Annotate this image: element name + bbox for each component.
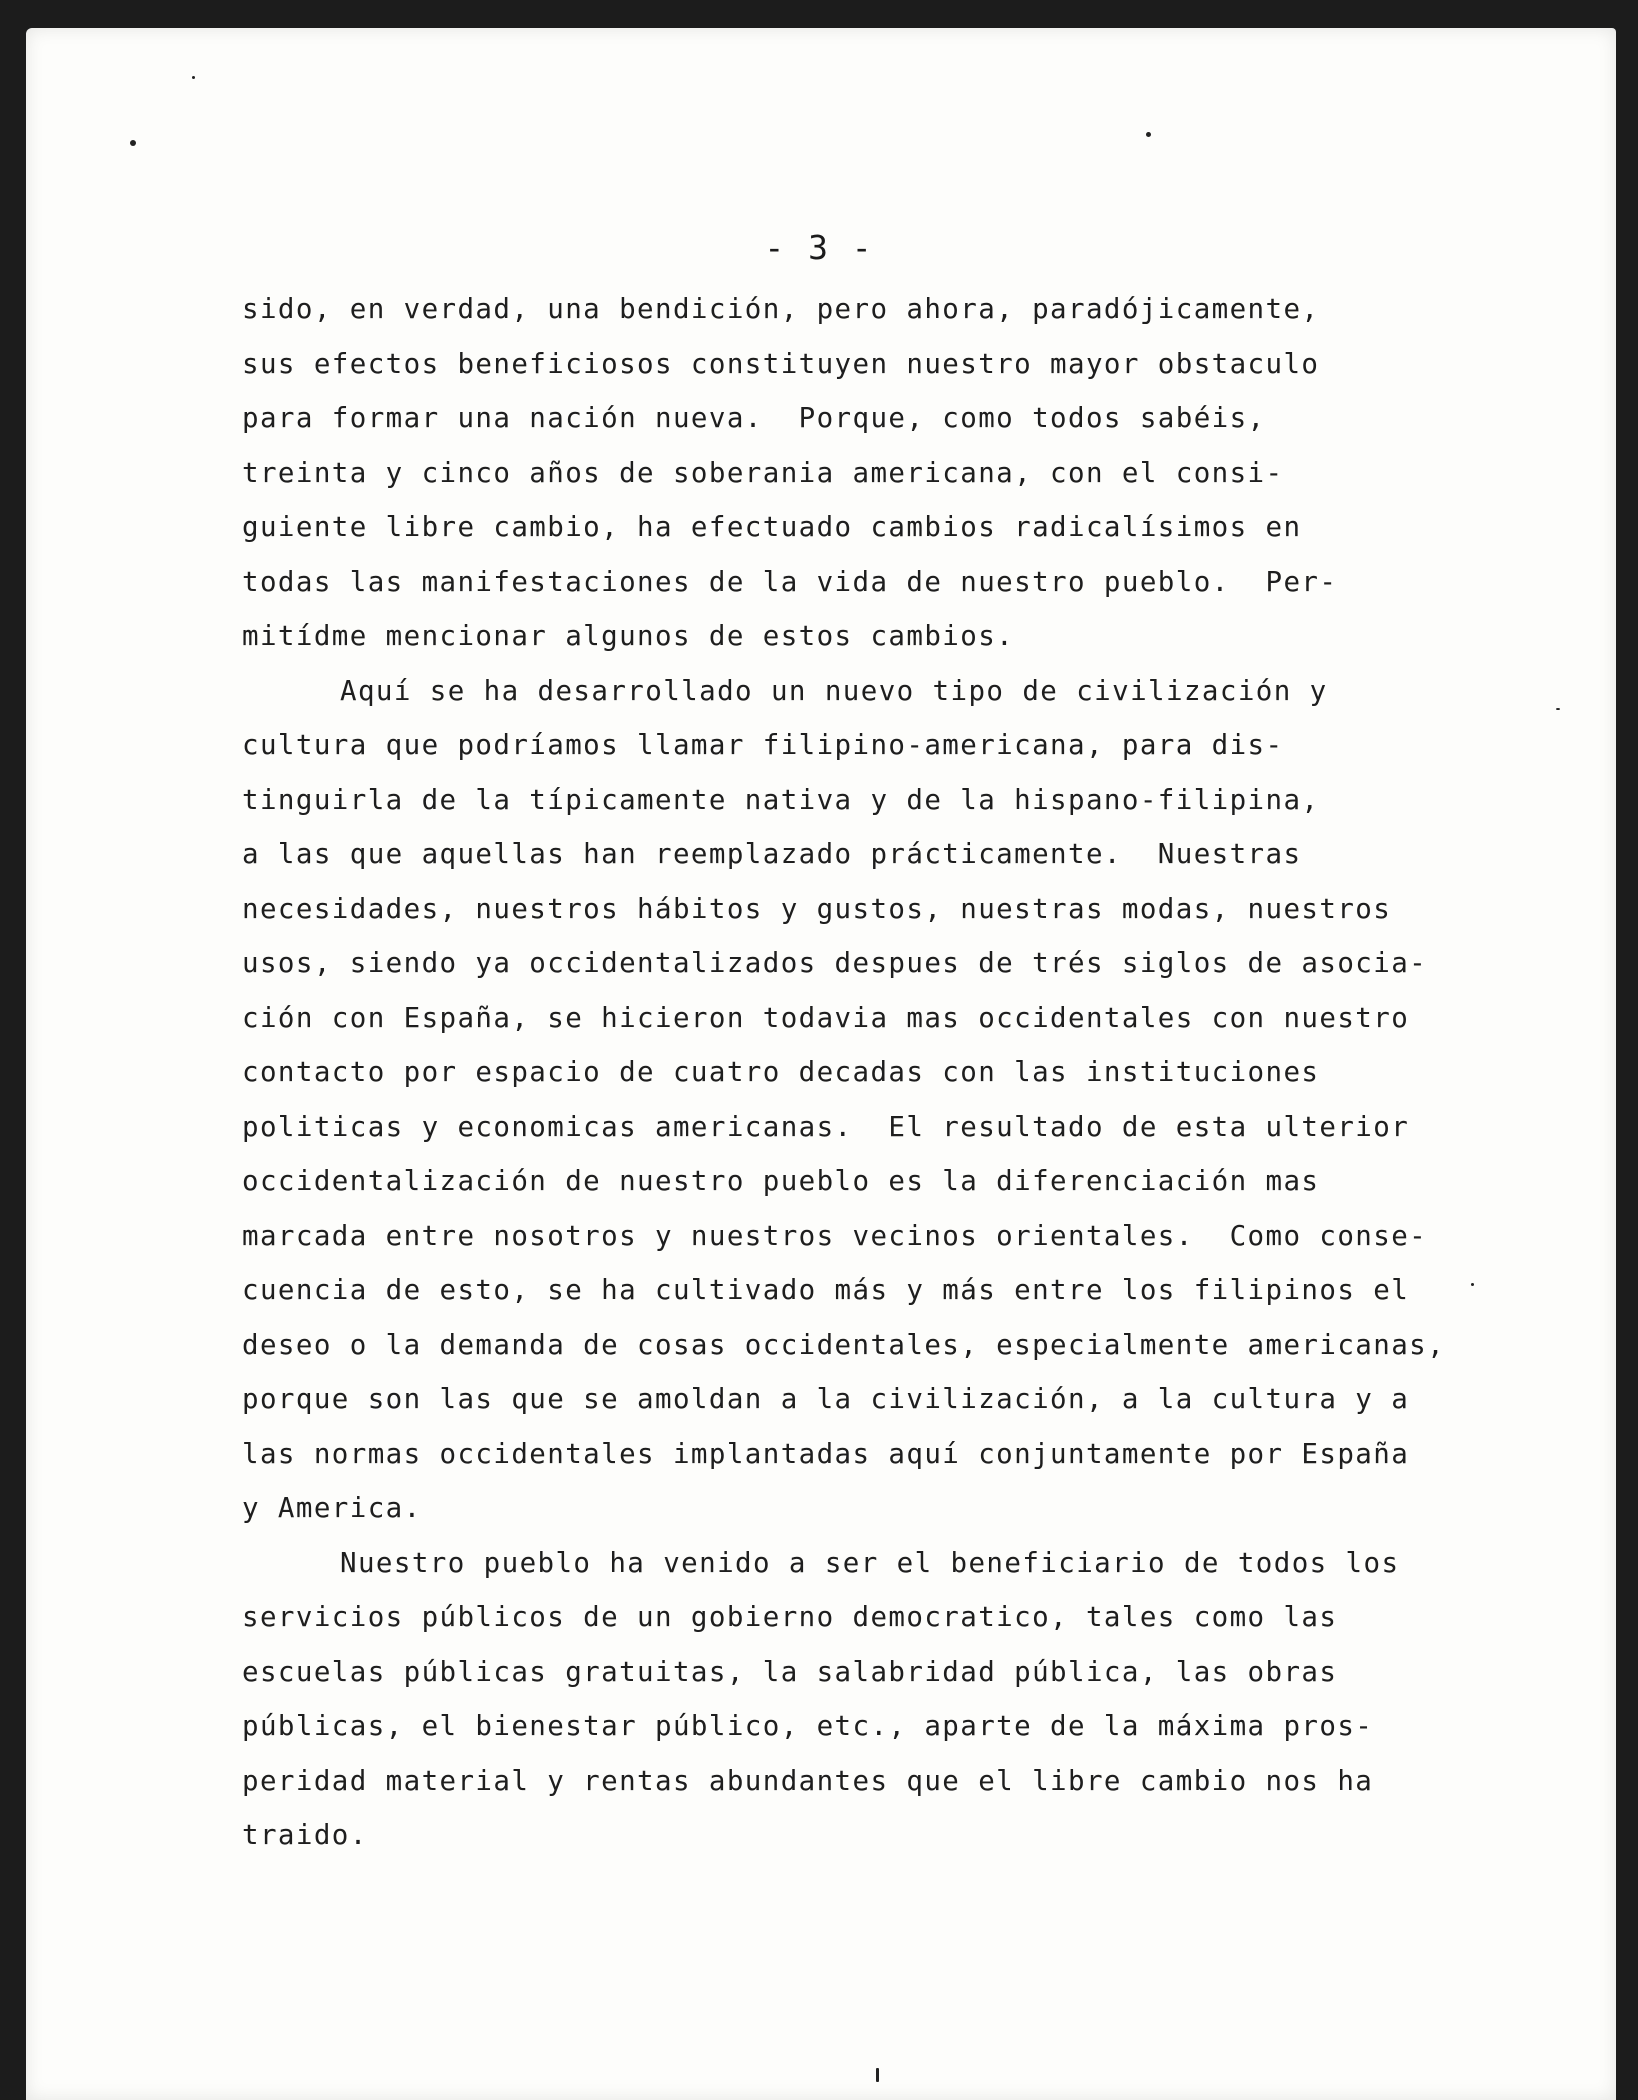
page-number: - 3 -	[764, 228, 874, 267]
text-line: escuelas públicas gratuitas, la salabridad pública, las obras	[242, 1655, 1338, 1688]
text-line: a las que aquellas han reemplazado prácticamente. Nuestras	[242, 838, 1302, 870]
text-line: usos, siendo ya occidentalizados despues de trés siglos de asocia-	[242, 947, 1428, 979]
paragraph-3	[242, 1536, 1492, 1863]
text-line: guiente libre cambio, ha efectuado cambios radicalísimos en	[242, 511, 1302, 543]
text-line: marcada entre nosotros y nuestros vecinos orientales. Como conse-	[242, 1219, 1428, 1252]
text-line: contacto por espacio de cuatro decadas con las instituciones	[242, 1056, 1320, 1088]
text-line: Aquí se ha desarrollado un nuevo tipo de civilización y	[340, 674, 1328, 707]
document-body	[242, 282, 1492, 1863]
text-line: deseo o la demanda de cosas occidentales, especialmente americanas,	[242, 1328, 1446, 1361]
text-line: treinta y cinco años de soberania americana, con el consi-	[242, 456, 1284, 489]
text-line: servicios públicos de un gobierno democratico, tales como las	[242, 1601, 1338, 1633]
text-line: occidentalización de nuestro pueblo es la diferenciación mas	[242, 1165, 1320, 1197]
text-line: politicas y economicas americanas. El resultado de esta ulterior	[242, 1110, 1410, 1143]
ink-speck	[876, 2068, 879, 2082]
text-line: traido.	[242, 1819, 368, 1851]
text-line: cultura que podríamos llamar filipino-americana, para dis-	[242, 729, 1284, 761]
ink-speck	[192, 76, 195, 79]
text-line: cuencia de esto, se ha cultivado más y más entre los filipinos el	[242, 1274, 1410, 1306]
text-line: sus efectos beneficiosos constituyen nuestro mayor obstaculo	[242, 347, 1320, 380]
ink-speck	[1556, 708, 1560, 710]
text-line: sido, en verdad, una bendición, pero ahora, paradójicamente,	[242, 293, 1320, 325]
text-line: necesidades, nuestros hábitos y gustos, nuestras modas, nuestros	[242, 892, 1392, 925]
text-line: mitídme mencionar algunos de estos cambios.	[242, 620, 1015, 652]
text-line: las normas occidentales implantadas aquí conjuntamente por España	[242, 1437, 1410, 1470]
paragraph-1	[242, 282, 1492, 664]
ink-speck	[130, 140, 136, 146]
text-line: públicas, el bienestar público, etc., aparte de la máxima pros-	[242, 1710, 1374, 1742]
text-line: Nuestro pueblo ha venido a ser el beneficiario de todos los	[340, 1546, 1400, 1579]
text-line: todas las manifestaciones de la vida de nuestro pueblo. Per-	[242, 565, 1338, 598]
text-line: peridad material y rentas abundantes que el libre cambio nos ha	[242, 1764, 1374, 1797]
paragraph-2	[242, 664, 1492, 1536]
text-line: porque son las que se amoldan a la civilización, a la cultura y a	[242, 1383, 1410, 1415]
text-line: tinguirla de la típicamente nativa y de la hispano-filipina,	[242, 783, 1320, 816]
text-line: ción con España, se hicieron todavia mas occidentales con nuestro	[242, 1001, 1410, 1034]
ink-speck	[1146, 132, 1151, 137]
text-line: para formar una nación nueva. Porque, como todos sabéis,	[242, 402, 1266, 434]
text-line: y America.	[242, 1492, 422, 1524]
